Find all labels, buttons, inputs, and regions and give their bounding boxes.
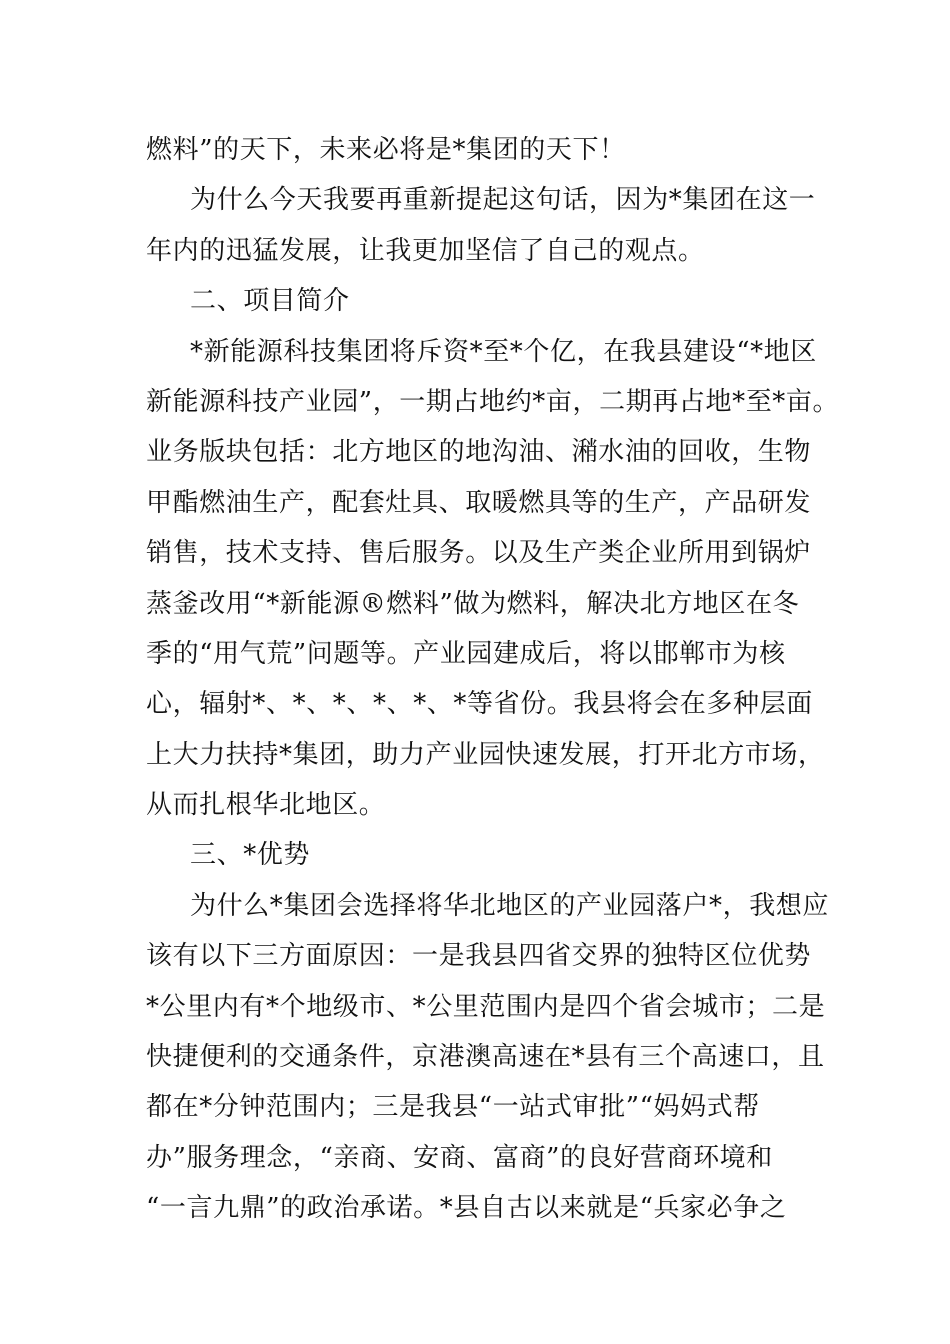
paragraph-first-line: *新能源科技集团将斥资*至*个亿，在我县建设“*地区 [190,336,817,367]
paragraph-first-line: 为什么*集团会选择将华北地区的产业园落户*，我想应 [190,890,830,921]
text-line: 都在*分钟范围内；三是我县“一站式审批”“妈妈式帮 [146,1092,760,1123]
text-line: “一言九鼎”的政治承诺。*县自古以来就是“兵家必争之 [146,1193,787,1224]
text-line: 办”服务理念，“亲商、安商、富商”的良好营商环境和 [146,1142,773,1173]
text-line: 蒸釜改用“*新能源®燃料”做为燃料，解决北方地区在冬 [146,588,800,619]
text-line: 心，辐射*、*、*、*、*、*等省份。我县将会在多种层面 [146,689,813,720]
text-line: 该有以下三方面原因：一是我县四省交界的独特区位优势 [146,941,812,972]
section-heading: 二、项目简介 [190,286,350,317]
paragraph-first-line: 为什么今天我要再重新提起这句话，因为*集团在这一 [190,185,816,216]
text-line: 燃料”的天下，未来必将是*集团的天下！ [146,135,626,165]
text-line: 从而扎根华北地区。 [146,790,386,821]
text-line: 销售，技术支持、售后服务。以及生产类企业所用到锅炉 [146,538,812,569]
section-heading: 三、*优势 [190,840,311,871]
document-body [146,125,840,1234]
text-line: 年内的迅猛发展，让我更加坚信了自己的观点。 [146,235,705,266]
text-line: 快捷便利的交通条件，京港澳高速在*县有三个高速口，且 [146,1042,825,1073]
text-line: 新能源科技产业园”，一期占地约*亩，二期再占地*至*亩。 [146,386,840,417]
text-line: 季的“用气荒”问题等。产业园建成后，将以邯郸市为核 [146,638,786,669]
text-line: 上大力扶持*集团，助力产业园快速发展，打开北方市场， [146,739,825,770]
text-line: *公里内有*个地级市、*公里范围内是四个省会城市；二是 [146,991,826,1022]
text-line: 业务版块包括：北方地区的地沟油、潲水油的回收，生物 [146,437,812,468]
text-line: 甲酯燃油生产，配套灶具、取暖燃具等的生产，产品研发 [146,487,812,518]
